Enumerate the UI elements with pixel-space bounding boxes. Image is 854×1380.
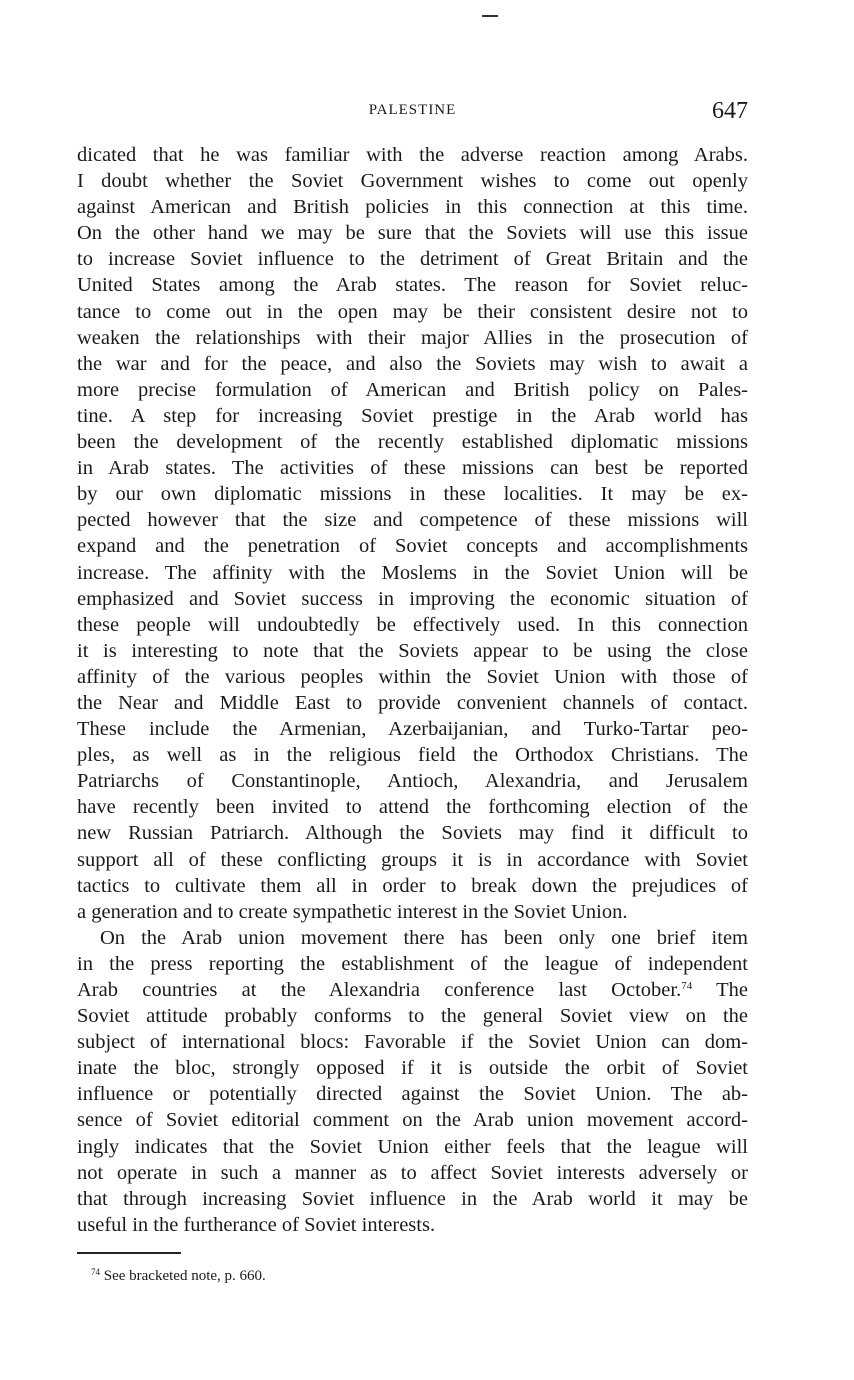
text-line: pected however that the size and competence of these missions will [77, 509, 748, 532]
text-line: support all of these conflicting groups it is in accordance with Soviet [77, 848, 748, 871]
footnote-rule [77, 1252, 181, 1254]
text-line: have recently been invited to attend the forthcoming election of the [77, 796, 748, 819]
text-line: not operate in such a manner as to affect Soviet interests adversely or [77, 1161, 748, 1184]
text-line: the Near and Middle East to provide convenient channels of contact. [77, 691, 748, 714]
top-margin-mark [482, 15, 498, 17]
body-text [77, 142, 748, 1238]
text-line: inate the bloc, strongly opposed if it is outside the orbit of Soviet [77, 1057, 748, 1080]
running-head [77, 98, 748, 124]
text-line: emphasized and Soviet success in improving the economic situation of [77, 587, 748, 610]
text-line: affinity of the various peoples within the Soviet Union with those of [77, 665, 748, 688]
text-line: in Arab states. The activities of these missions can best be reported [77, 457, 748, 480]
text-line: dicated that he was familiar with the adverse reaction among Arabs. [77, 144, 748, 166]
footnote-number: 74 [91, 1267, 100, 1277]
text-line: against American and British policies in this connection at this time. [77, 196, 748, 219]
text-segment: Arab countries at the Alexandria conference last October. [77, 979, 682, 1001]
text-line: These include the Armenian, Azerbaijanian, and Turko-Tartar peo- [77, 718, 748, 741]
text-line: influence or potentially directed against the Soviet Union. The ab- [77, 1083, 748, 1106]
text-line: it is interesting to note that the Soviets appear to be using the close [77, 639, 748, 662]
text-line: ples, as well as in the religious field the Orthodox Christians. The [77, 744, 748, 767]
text-line: weaken the relationships with their major Allies in the prosecution of [77, 326, 748, 349]
text-line: the war and for the peace, and also the Soviets may wish to await a [77, 352, 748, 375]
text-line: that through increasing Soviet influence in the Arab world it may be [77, 1187, 748, 1210]
text-line: more precise formulation of American and British policy on Pales- [77, 378, 748, 401]
running-title: PALESTINE [368, 102, 457, 118]
text-line: subject of international blocs: Favorable if the Soviet Union can dom- [77, 1031, 748, 1054]
text-line [77, 977, 748, 1003]
text-line: in the press reporting the establishment of the league of independent [77, 952, 748, 975]
text-line: I doubt whether the Soviet Government wishes to come out openly [77, 170, 748, 193]
text-line: Patriarchs of Constantinople, Antioch, Alexandria, and Jerusalem [77, 770, 748, 793]
text-line: On the Arab union movement there has been only one brief item [100, 926, 748, 949]
page-number: 647 [712, 98, 748, 124]
text-line: to increase Soviet influence to the detriment of Great Britain and the [77, 248, 748, 271]
text-line: sence of Soviet editorial comment on the Arab union movement accord- [77, 1109, 748, 1132]
text-line: tine. A step for increasing Soviet prestige in the Arab world has [77, 404, 748, 427]
text-segment: The [692, 979, 748, 1001]
text-line: these people will undoubtedly be effectively used. In this connection [77, 613, 748, 636]
text-line: tance to come out in the open may be their consistent desire not to [77, 300, 748, 323]
text-line: been the development of the recently established diplomatic missions [77, 431, 748, 454]
text-line: increase. The affinity with the Moslems in the Soviet Union will be [77, 561, 748, 584]
paragraph-soviet-policy [77, 142, 748, 925]
text-line: expand and the penetration of Soviet concepts and accomplishments [77, 535, 748, 558]
text-line: useful in the furtherance of Soviet interests. [77, 1213, 436, 1236]
text-line: Soviet attitude probably conforms to the general Soviet view on the [77, 1005, 748, 1028]
text-line: a generation and to create sympathetic interest in the Soviet Union. [77, 900, 628, 923]
text-line: United States among the Arab states. The reason for Soviet reluc- [77, 274, 748, 297]
text-line: ingly indicates that the Soviet Union either feels that the league will [77, 1135, 748, 1158]
paragraph-arab-union [77, 925, 748, 1238]
footnote-text: See bracketed note, p. 660. [100, 1268, 266, 1284]
footnote [91, 1268, 266, 1285]
text-line: by our own diplomatic missions in these localities. It may be ex- [77, 483, 748, 506]
text-line: new Russian Patriarch. Although the Soviets may find it difficult to [77, 822, 748, 845]
footnote-reference: 74 [681, 980, 693, 992]
text-line: On the other hand we may be sure that the Soviets will use this issue [77, 222, 748, 245]
text-line: tactics to cultivate them all in order to break down the prejudices of [77, 874, 748, 897]
